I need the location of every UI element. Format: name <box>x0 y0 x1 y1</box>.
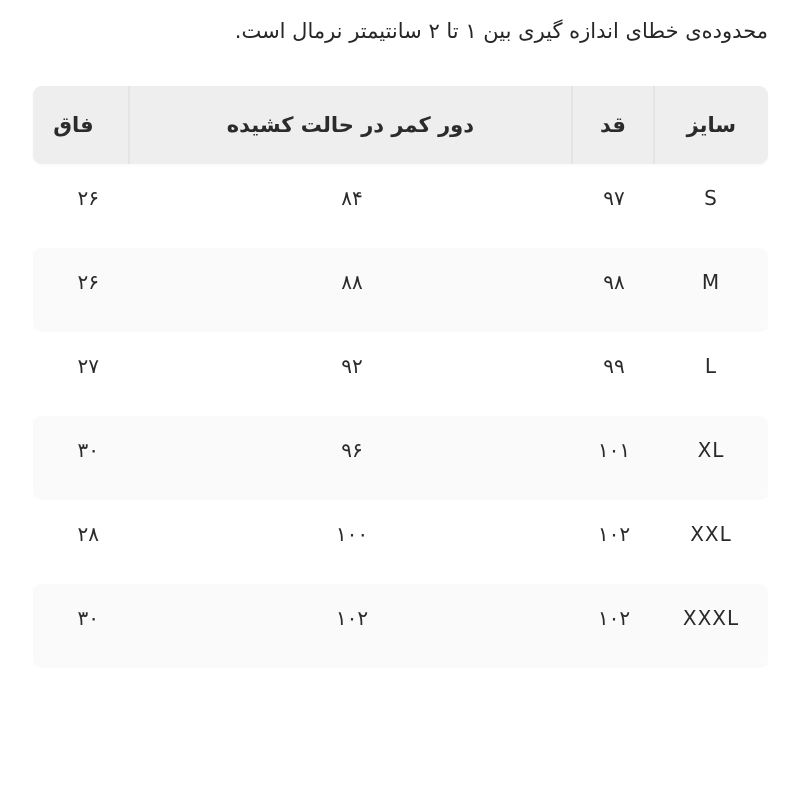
cell-height: ۹۹ <box>603 354 625 378</box>
header-size: سایز <box>686 113 737 137</box>
header-leg: فاق <box>33 86 130 164</box>
cell-size: XXL <box>690 522 732 546</box>
table-row <box>33 164 768 248</box>
cell-size: XL <box>697 438 725 462</box>
cell-waist: ۹۶ <box>341 438 363 462</box>
table-row <box>33 248 768 332</box>
measurement-tolerance-note: محدوده‌ی خطای اندازه گیری بین ۱ تا ۲ سانتیمتر نرمال است. <box>234 19 768 43</box>
cell-leg: ۳۰ <box>77 438 99 462</box>
cell-height: ۱۰۲ <box>597 522 631 546</box>
table-row <box>33 332 768 416</box>
cell-waist: ۸۸ <box>341 270 363 294</box>
table-row <box>33 500 768 584</box>
table-row <box>33 584 768 668</box>
cell-leg: ۲۶ <box>77 186 99 210</box>
cell-waist: ۱۰۰ <box>335 522 369 546</box>
cell-size: L <box>704 354 718 378</box>
cell-size: S <box>704 186 718 210</box>
size-chart-table <box>33 86 768 668</box>
cell-size: M <box>701 270 721 294</box>
cell-waist: ۸۴ <box>341 186 363 210</box>
cell-size: XXXL <box>682 606 740 630</box>
cell-waist: ۱۰۲ <box>335 606 369 630</box>
header-height: قد <box>573 86 655 164</box>
cell-height: ۱۰۱ <box>597 438 631 462</box>
cell-leg: ۲۸ <box>77 522 99 546</box>
cell-leg: ۳۰ <box>77 606 99 630</box>
table-header <box>33 86 768 164</box>
header-waist: دور کمر در حالت کشیده <box>130 86 573 164</box>
cell-height: ۹۸ <box>603 270 625 294</box>
cell-leg: ۲۷ <box>77 354 99 378</box>
cell-height: ۹۷ <box>603 186 625 210</box>
cell-height: ۱۰۲ <box>597 606 631 630</box>
table-row <box>33 416 768 500</box>
cell-leg: ۲۶ <box>77 270 99 294</box>
cell-waist: ۹۲ <box>341 354 363 378</box>
